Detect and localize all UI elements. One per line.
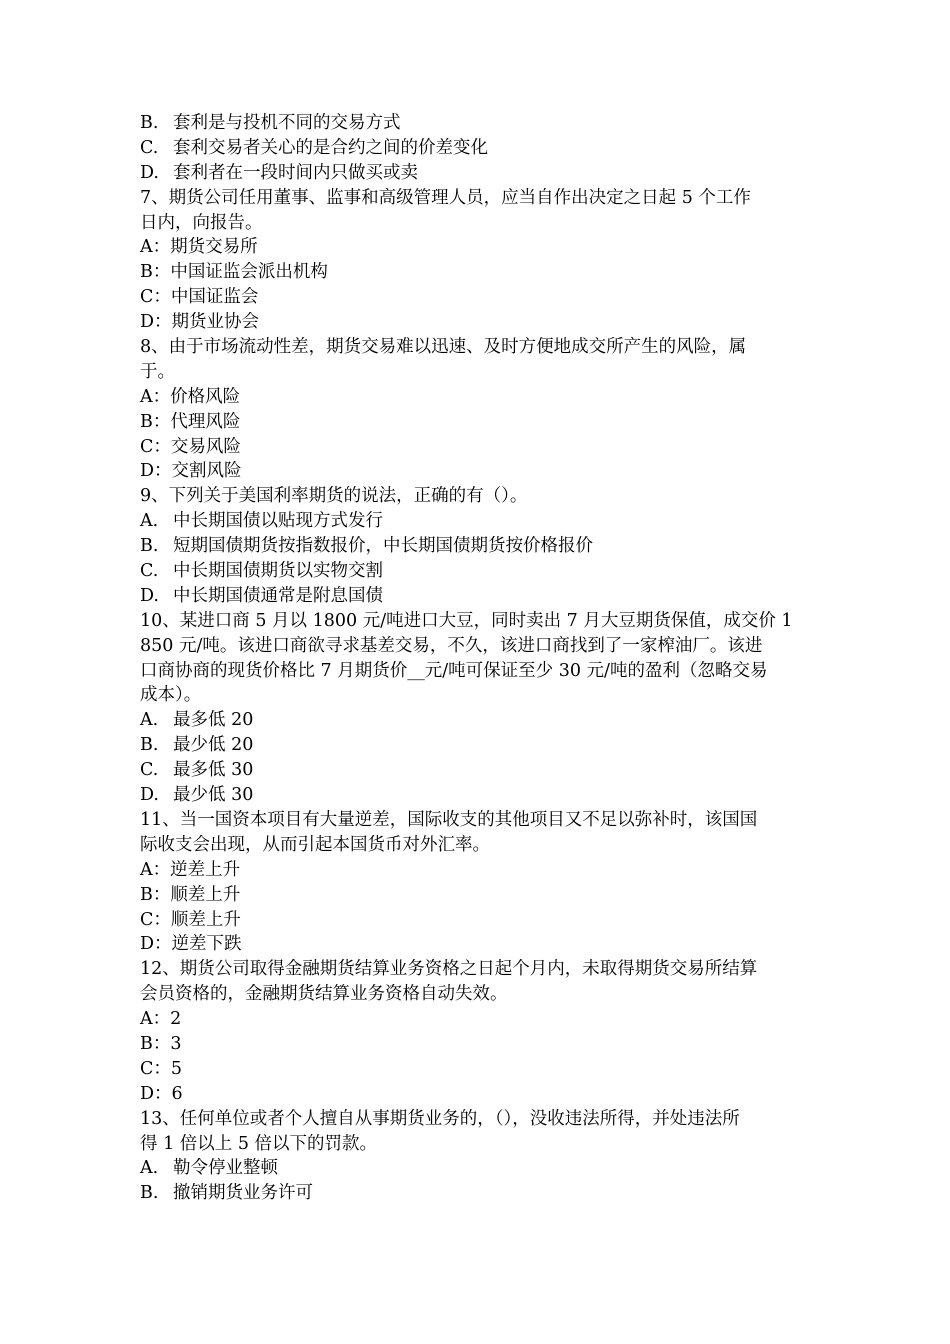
text-line: A：价格风险: [140, 386, 241, 407]
option-letter: B.: [140, 735, 159, 756]
text-line: 13、任何单位或者个人擅自从事期货业务的，（），没收违法所得，并处违法所: [140, 1108, 740, 1129]
option-letter: D.: [140, 162, 159, 183]
option-text: 勒令停业整顿: [173, 1158, 278, 1179]
answer-option: [140, 509, 820, 534]
text-line: D：逆差下跌: [140, 934, 242, 955]
answer-option: [140, 708, 820, 733]
text-line: 口商协商的现货价格比 7 月期货价__元/吨可保证至少 30 元/吨的盈利（忽略交易: [140, 660, 768, 681]
text-line: B：顺差上升: [140, 884, 241, 905]
option-letter: C.: [140, 137, 159, 158]
text-line: 于。: [140, 361, 175, 382]
answer-option: [140, 758, 820, 783]
text-line: 得 1 倍以上 5 倍以下的罚款。: [140, 1133, 378, 1154]
option-text: 最多低 20: [173, 710, 254, 731]
option-letter: A.: [140, 511, 159, 532]
text-line: D：6: [140, 1083, 183, 1104]
option-letter: A.: [140, 710, 159, 731]
option-letter: B.: [140, 113, 159, 133]
text-line: A：2: [140, 1009, 182, 1030]
text-line: 10、某进口商 5 月以 1800 元/吨进口大豆，同时卖出 7 月大豆期货保值，成交价 1: [140, 610, 793, 631]
text-line: C：5: [140, 1058, 183, 1079]
answer-option: [140, 136, 820, 161]
text-line: 7、期货公司任用董事、监事和高级管理人员，应当自作出决定之日起 5 个工作: [140, 187, 751, 208]
text-line: B：中国证监会派出机构: [140, 262, 328, 283]
option-text: 短期国债期货按指数报价，中长期国债期货按价格报价: [173, 536, 593, 557]
text-line: 成本）。: [140, 685, 202, 706]
option-text: 最少低 20: [173, 735, 254, 756]
text-line: B：代理风险: [140, 411, 241, 432]
answer-option: [140, 733, 820, 758]
option-text: 套利交易者关心的是合约之间的价差变化: [173, 137, 488, 158]
option-letter: B.: [140, 1183, 159, 1204]
text-line: B：3: [140, 1033, 182, 1054]
answer-option: [140, 584, 820, 609]
text-line: A：逆差上升: [140, 859, 241, 880]
option-text: 撤销期货业务许可: [173, 1183, 313, 1204]
option-text: 中长期国债以贴现方式发行: [173, 511, 383, 532]
text-line: 会员资格的，金融期货结算业务资格自动失效。: [140, 984, 508, 1005]
option-text: 套利者在一段时间内只做买或卖: [173, 162, 418, 183]
text-line: D：期货业协会: [140, 312, 260, 333]
option-letter: B.: [140, 536, 159, 557]
option-text: 中长期国债通常是附息国债: [173, 585, 383, 606]
text-line: 12、期货公司取得金融期货结算业务资格之日起个月内，未取得期货交易所结算: [140, 959, 758, 980]
text-line: C：中国证监会: [140, 287, 259, 308]
text-line: C：交易风险: [140, 436, 241, 457]
text-line: 11、当一国资本项目有大量逆差，国际收支的其他项目又不足以弥补时，该国国: [140, 809, 758, 830]
document-body: [140, 111, 820, 1206]
option-text: 最少低 30: [173, 785, 254, 806]
option-text: 最多低 30: [173, 760, 254, 781]
text-line: C：顺差上升: [140, 909, 241, 930]
answer-option: [140, 534, 820, 559]
text-line: 8、由于市场流动性差，期货交易难以迅速、及时方便地成交所产生的风险，属: [140, 337, 747, 358]
option-text: 套利是与投机不同的交易方式: [173, 113, 401, 133]
text-line: 际收支会出现，从而引起本国货币对外汇率。: [140, 834, 490, 855]
text-line: 日内，向报告。: [140, 212, 263, 233]
option-letter: A.: [140, 1158, 159, 1179]
answer-option: [140, 1156, 820, 1181]
answer-option: [140, 783, 820, 808]
option-letter: D.: [140, 785, 159, 806]
answer-option: [140, 559, 820, 584]
text-line: 9、下列关于美国利率期货的说法，正确的有（）。: [140, 486, 528, 507]
answer-option: [140, 111, 820, 136]
text-line: 850 元/吨。该进口商欲寻求基差交易，不久，该进口商找到了一家榨油厂。该进: [140, 635, 763, 656]
text-line: A：期货交易所: [140, 237, 258, 258]
option-text: 中长期国债期货以实物交割: [173, 561, 383, 582]
answer-option: [140, 1181, 820, 1206]
option-letter: C.: [140, 760, 159, 781]
text-line: D：交割风险: [140, 461, 242, 482]
answer-option: [140, 161, 820, 186]
option-letter: D.: [140, 585, 159, 606]
option-letter: C.: [140, 561, 159, 582]
